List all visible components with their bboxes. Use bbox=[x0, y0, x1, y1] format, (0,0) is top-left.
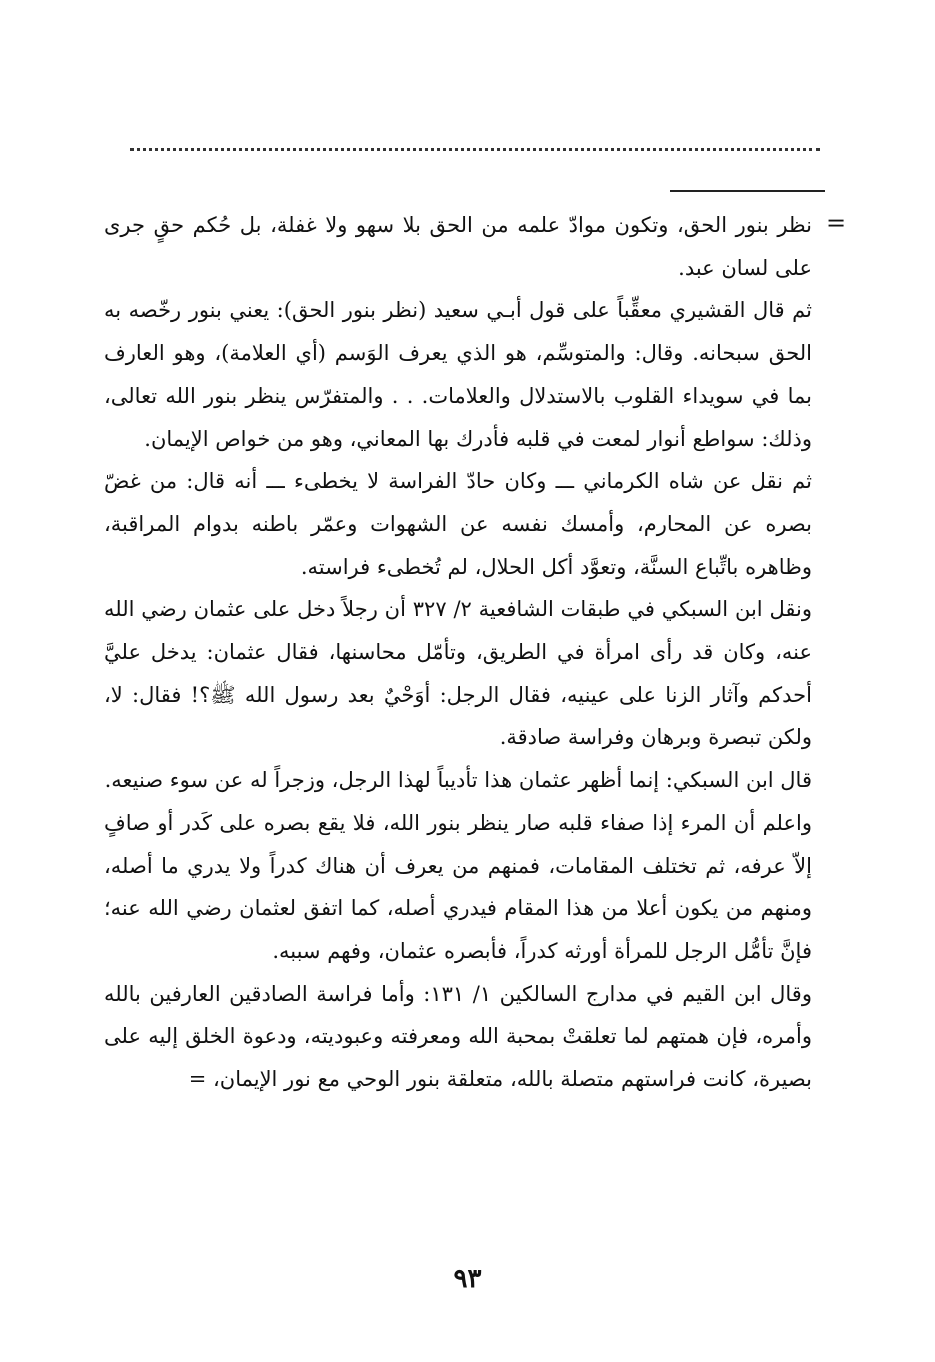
footnote-paragraph-1: نظر بنور الحق، وتكون موادّ علمه من الحق بلا سهو ولا غفلة، بل حُكم حقٍ جرى على لسان عبد. bbox=[104, 213, 812, 280]
footnote-paragraph-2: ثم قال القشيري معقِّباً على قول أبـي سعيد (نظر بنور الحق): يعني بنور رخّصه به الحق سبحانه. وقال: والمتوسِّم، هو الذي يعرف الوَسم (أي العلامة)، وهو العارف بما في سويداء القلوب بالاستدلال والعلامات. . . والمتفرّس ينظر بنور الله تعالى، وذلك: سواطع أنوار لمعت في قلبه فأدرك بها المعاني، وهو من خواص الإيمان. bbox=[104, 298, 812, 451]
footnote-paragraph-3: ثم نقل عن شاه الكرماني ـــ وكان حادّ الفراسة لا يخطىء ـــ أنه قال: من غضّ بصره عن المحارم، وأمسك نفسه عن الشهوات وعمّر باطنه بدوام المراقبة، وظاهره باتِّباع السنَّة، وتعوَّد أكل الحلال، لم تُخطىء فراسته. bbox=[104, 469, 812, 579]
footnote-paragraph-4: ونقل ابن السبكي في طبقات الشافعية ٢/ ٣٢٧ أن رجلاً دخل على عثمان رضي الله عنه، وكان قد رأى امرأة في الطريق، وتأمّل محاسنها، فقال عثمان: يدخل عليَّ أحدكم وآثار الزنا على عينيه، فقال الرجل: أوَحْيٌ بعد رسول الله ﷺ؟! فقال: لا، ولكن تبصرة وبرهان وفراسة صادقة. bbox=[104, 597, 812, 750]
page-number: ٩٣ bbox=[453, 1264, 482, 1294]
header-dotted-separator bbox=[130, 148, 820, 151]
footnote-separator-line bbox=[670, 190, 825, 192]
footnote-text-block bbox=[104, 204, 812, 1101]
footnote-paragraph-7: وقال ابن القيم في مدارج السالكين ١/ ١٣١: وأما فراسة الصادقين العارفين بالله وأمره، فإن همتهم لما تعلقتْ بمحبة الله ومعرفته وعبوديته، ودعوة الخلق إليه على بصيرة، كانت فراستهم متصلة بالله، متعلقة بنور الوحي مع نور الإيمان، = bbox=[104, 981, 812, 1092]
footnote-paragraph-5: قال ابن السبكي: إنما أظهر عثمان هذا تأديباً لهذا الرجل، وزجراً له عن سوء صنيعه. bbox=[104, 768, 812, 793]
footnote-paragraph-6: واعلم أن المرء إذا صفاء قلبه صار ينظر بنور الله، فلا يقع بصره على كَدر أو صافٍ إلاّ عرفه، ثم تختلف المقامات، فمنهم من يعرف أن هناك كدراً ولا يدري ما أصله، ومنهم من يكون أعلا من هذا المقام فيدري أصله، كما اتفق لعثمان رضي الله عنه؛ فإنَّ تأمُّل الرجل للمرأة أورثه كدراً، فأبصره عثمان، وفهم سببه. bbox=[104, 810, 812, 963]
footnote-continuation-mark: = bbox=[826, 209, 847, 237]
